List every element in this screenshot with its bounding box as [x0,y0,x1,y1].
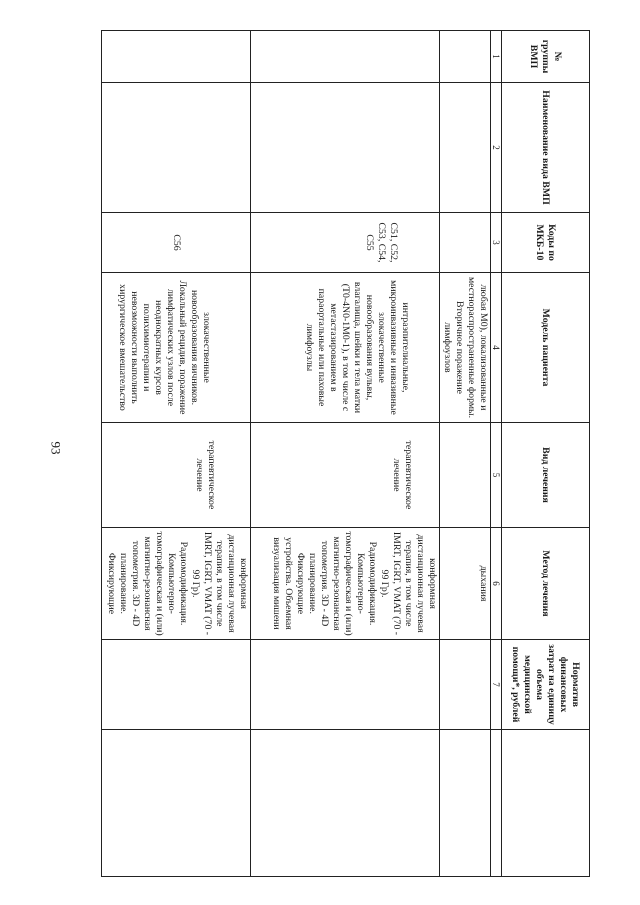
column-number: 5 [491,423,502,528]
header-vmp-name: Наименование вида ВМП [502,83,590,213]
cell-name [251,83,440,213]
cell-treatment-type [440,423,491,528]
header-treatment-type: Вид лечения [502,423,590,528]
column-number: 2 [491,83,502,213]
column-number: 3 [491,213,502,273]
cell-model: злокачественные новообразования яичников. Локальный рецидив, поражение лимфатических узлов после неоднократных курсов полихимиотерапии и невозможности выполнить хирургическое вмешательство [102,273,251,423]
cell-name [440,83,491,213]
cell-norm [440,640,491,730]
cell-group [251,31,440,83]
header-spacer [502,730,590,877]
column-number-spacer [491,730,502,877]
column-number: 4 [491,273,502,423]
cell-name [102,83,251,213]
table-row [440,31,491,877]
header-group-number: № группы ВМП [502,31,590,83]
cell-method: дыхания [440,528,491,640]
header-icd-codes: Коды по МКБ-10 [502,213,590,273]
column-number: 1 [491,31,502,83]
cell-codes: C56 [102,213,251,273]
vmp-table [101,30,590,877]
page-number: 93 [48,441,64,455]
header-patient-model: Модель пациента [502,273,590,423]
cell-group [102,31,251,83]
cell-model: интраэпителиальные, микроинвазивные и инвазивные злокачественные новообразования вульвы, влагалища, шейки и тела матки (T0-4N0-1M0-1), в том числе с метастазированием в параортальные или паховые лимфоузлы [251,273,440,423]
column-number-row [491,31,502,877]
cell-method: конформная дистанционная лучевая терапия, в том числе IMRT, IGRT, VMAT (70 - 99 Гр). Радиомодификация. Компьютерно-томографическая и (или) магнитно-резонансная топометрия. 3D - 4D планирование. Фиксирующие устройства. Объемная визуализация мишени [251,528,440,640]
cell-group [440,31,491,83]
rotated-table-container [106,30,590,876]
cell-codes: C51, C52, C53, C54, C55 [251,213,440,273]
column-number: 6 [491,528,502,640]
cell-spacer [102,730,251,877]
cell-spacer [251,730,440,877]
table-row [102,31,251,877]
cell-model: любая M0), локализованные и местнораспространенные формы. Вторичное поражение лимфоузлов [440,273,491,423]
cell-treatment-type: терапевтическое лечение [102,423,251,528]
cell-norm [102,640,251,730]
header-cost-norm: Норматив финансовых затрат на единицу объема медицинской помощи*, рублей [502,640,590,730]
table-row [251,31,440,877]
cell-method: конформная дистанционная лучевая терапия, в том числе IMRT, IGRT, VMAT (70 - 99 Гр). Радиомодификация. Компьютерно-томографическая и (или) магнитно-резонансная топометрия. 3D - 4D планирование. Фиксирующие [102,528,251,640]
cell-spacer [440,730,491,877]
cell-codes [440,213,491,273]
header-row [502,31,590,877]
column-number: 7 [491,640,502,730]
header-treatment-method: Метод лечения [502,528,590,640]
cell-treatment-type: терапевтическое лечение [251,423,440,528]
cell-norm [251,640,440,730]
